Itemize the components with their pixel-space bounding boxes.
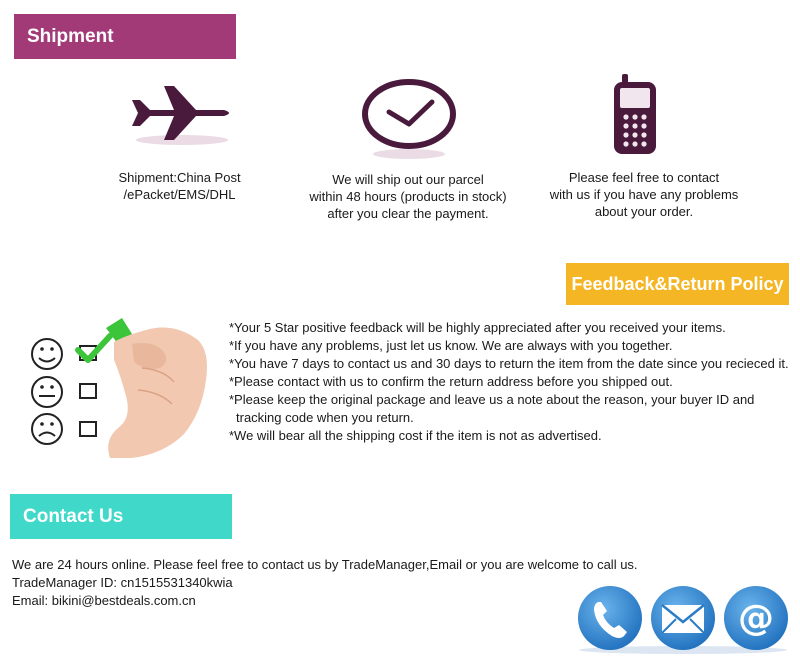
contact-info bbox=[12, 556, 638, 610]
contact-us-caption: Please feel free to contact with us if you have any problems about your order. bbox=[549, 170, 739, 219]
shipping-time-caption: We will ship out our parcel within 48 hours (products in stock) after you clear the payment. bbox=[309, 172, 507, 221]
policy-item: *If you have any problems, just let us know. We are always with you together. bbox=[229, 338, 673, 353]
feedback-title: Feedback&Return Policy bbox=[571, 273, 784, 294]
contact-email: Email: bikini@bestdeals.com.cn bbox=[12, 593, 196, 608]
contact-availability-text: We are 24 hours online. Please feel free to contact us by TradeManager,Email or you are welcome to call us. bbox=[12, 557, 638, 572]
at-sign-icon bbox=[724, 586, 788, 650]
phone-icon bbox=[578, 586, 642, 650]
shipment-banner bbox=[14, 14, 236, 59]
policy-item: *Your 5 Star positive feedback will be highly appreciated after you received your items. bbox=[229, 320, 726, 335]
envelope-icon bbox=[651, 586, 715, 650]
contact-banner bbox=[10, 494, 232, 539]
policy-item: *Please keep the original package and leave us a note about the reason, your buyer ID and tracking code when you return. bbox=[229, 392, 755, 425]
svg-text:@: @ bbox=[738, 598, 774, 639]
trademanager-id: TradeManager ID: cn1515531340kwia bbox=[12, 575, 233, 590]
mobile-phone-icon bbox=[608, 72, 662, 156]
contact-icons bbox=[576, 586, 791, 654]
clock-icon bbox=[360, 78, 458, 160]
shipment-title: Shipment bbox=[27, 25, 114, 47]
policy-item: *Please contact with us to confirm the return address before you shipped out. bbox=[229, 374, 673, 389]
plane-icon bbox=[128, 78, 236, 148]
policy-item: *We will bear all the shipping cost if the item is not as advertised. bbox=[229, 428, 602, 443]
policy-item: *You have 7 days to contact us and 30 days to return the item from the date since you recieced it. bbox=[229, 356, 789, 371]
shipment-method-caption: Shipment:China Post /ePacket/EMS/DHL bbox=[118, 170, 241, 202]
checklist-illustration bbox=[14, 300, 214, 460]
feedback-banner bbox=[566, 263, 789, 305]
feedback-policy-list bbox=[229, 319, 797, 445]
contact-title: Contact Us bbox=[23, 505, 124, 527]
